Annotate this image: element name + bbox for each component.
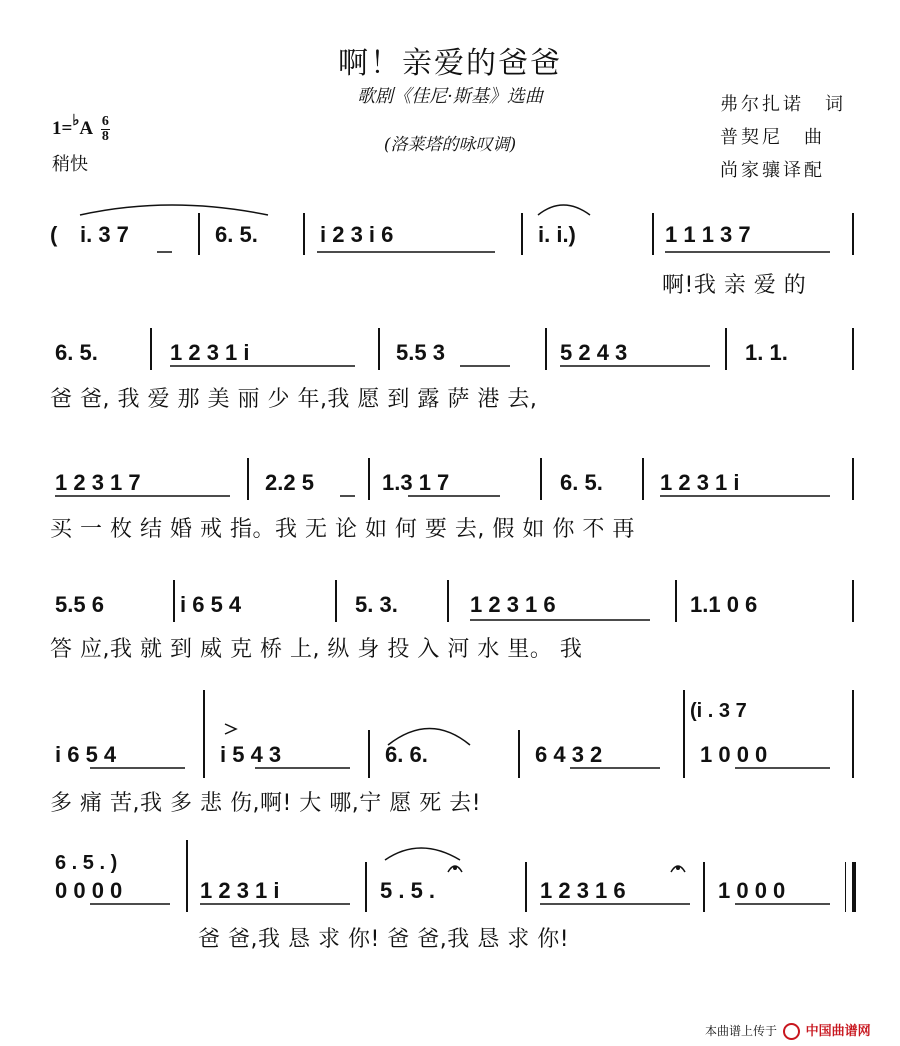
measure-6-4: 1 2 3 1 6 xyxy=(540,878,626,903)
measure-1-2: 6. 5. xyxy=(215,222,258,247)
measure-2-3: 5.5 3 xyxy=(396,340,445,365)
measure-4-1: 5.5 6 xyxy=(55,592,104,617)
slur xyxy=(385,848,460,860)
song-note: (洛莱塔的咏叹调) xyxy=(383,135,517,155)
lyricist-credit: 弗尔扎诺 词 xyxy=(720,94,846,115)
translator-credit: 尚家骧译配 xyxy=(720,160,825,181)
upper-voice-row-6: 6 . 5 . ) xyxy=(55,852,118,874)
measure-6-1: 0 0 0 0 xyxy=(55,878,123,903)
lyrics-row-2: 爸 爸, 我 爱 那 美 丽 少 年,我 愿 到 露 萨 港 去, xyxy=(50,387,538,412)
measure-3-2: 2.2 5 xyxy=(265,470,314,495)
lyrics-row-4: 答 应,我 就 到 威 克 桥 上, 纵 身 投 入 河 水 里。 我 xyxy=(50,637,583,662)
tempo-marking: 稍快 xyxy=(52,154,88,175)
fermata-dot xyxy=(676,866,680,870)
lyrics-row-6: 爸 爸,我 恳 求 你! 爸 爸,我 恳 求 你! xyxy=(198,927,570,952)
measure-4-2: i 6 5 4 xyxy=(180,592,242,617)
measure-1-4: i. i.) xyxy=(538,222,576,247)
measure-5-1: i 6 5 4 xyxy=(55,742,117,767)
song-subtitle: 歌剧《佳尼·斯基》选曲 xyxy=(357,86,543,107)
accent-mark xyxy=(225,724,236,734)
measure-5-2: i 5 4 3 xyxy=(220,742,282,767)
lyrics-row-1: 啊!我 亲 爱 的 xyxy=(662,273,807,298)
time-numerator: 6 xyxy=(101,114,109,129)
measure-4-4: 1 2 3 1 6 xyxy=(470,592,556,617)
slur xyxy=(538,205,590,215)
slur xyxy=(80,205,268,215)
measure-1-1: i. 3 7 xyxy=(80,222,129,247)
measure-5-3: 6. 6. xyxy=(385,742,428,767)
fermata-dot xyxy=(453,866,457,870)
footer-site-name[interactable]: 中国曲谱网 xyxy=(805,1024,871,1039)
key-prefix: 1= xyxy=(52,117,73,139)
measure-3-3: 1.3 1 7 xyxy=(382,470,450,495)
measure-3-5: 1 2 3 1 i xyxy=(660,470,740,495)
measure-2-2: 1 2 3 1 i xyxy=(170,340,250,365)
measure-6-3: 5 . 5 . xyxy=(380,878,436,903)
measure-2-4: 5 2 4 3 xyxy=(560,340,628,365)
measure-1-3: i 2 3 i 6 xyxy=(320,222,394,247)
measure-6-5: 1 0 0 0 xyxy=(718,878,786,903)
measure-1-5: 1 1 1 3 7 xyxy=(665,222,751,247)
flat-symbol: ♭ xyxy=(72,112,80,129)
site-logo-icon xyxy=(783,1023,800,1040)
measure-3-4: 6. 5. xyxy=(560,470,603,495)
measure-4-5: 1.1 0 6 xyxy=(690,592,758,617)
measure-3-1: 1 2 3 1 7 xyxy=(55,470,141,495)
measure-5-4: 6 4 3 2 xyxy=(535,742,603,767)
footer-credit xyxy=(705,1020,871,1040)
key-note: A xyxy=(79,117,93,139)
upper-voice-row-5: (i . 3 7 xyxy=(690,700,747,722)
open-paren: ( xyxy=(50,222,58,247)
composer-credit: 普契尼 曲 xyxy=(720,127,825,148)
time-denominator: 8 xyxy=(101,129,109,144)
lyrics-row-5: 多 痛 苦,我 多 悲 伤,啊! 大 哪,宁 愿 死 去! xyxy=(50,791,482,816)
song-title: 啊！亲爱的爸爸 xyxy=(338,46,562,81)
lyrics-row-3: 买 一 枚 结 婚 戒 指。我 无 论 如 何 要 去, 假 如 你 不 再 xyxy=(50,517,635,542)
measure-2-1: 6. 5. xyxy=(55,340,98,365)
measure-2-5: 1. 1. xyxy=(745,340,788,365)
slur xyxy=(388,729,470,746)
measure-5-5: 1 0 0 0 xyxy=(700,742,768,767)
measure-4-3: 5. 3. xyxy=(355,592,398,617)
measure-6-2: 1 2 3 1 i xyxy=(200,878,280,903)
footer-text: 本曲谱上传于 xyxy=(705,1024,778,1038)
